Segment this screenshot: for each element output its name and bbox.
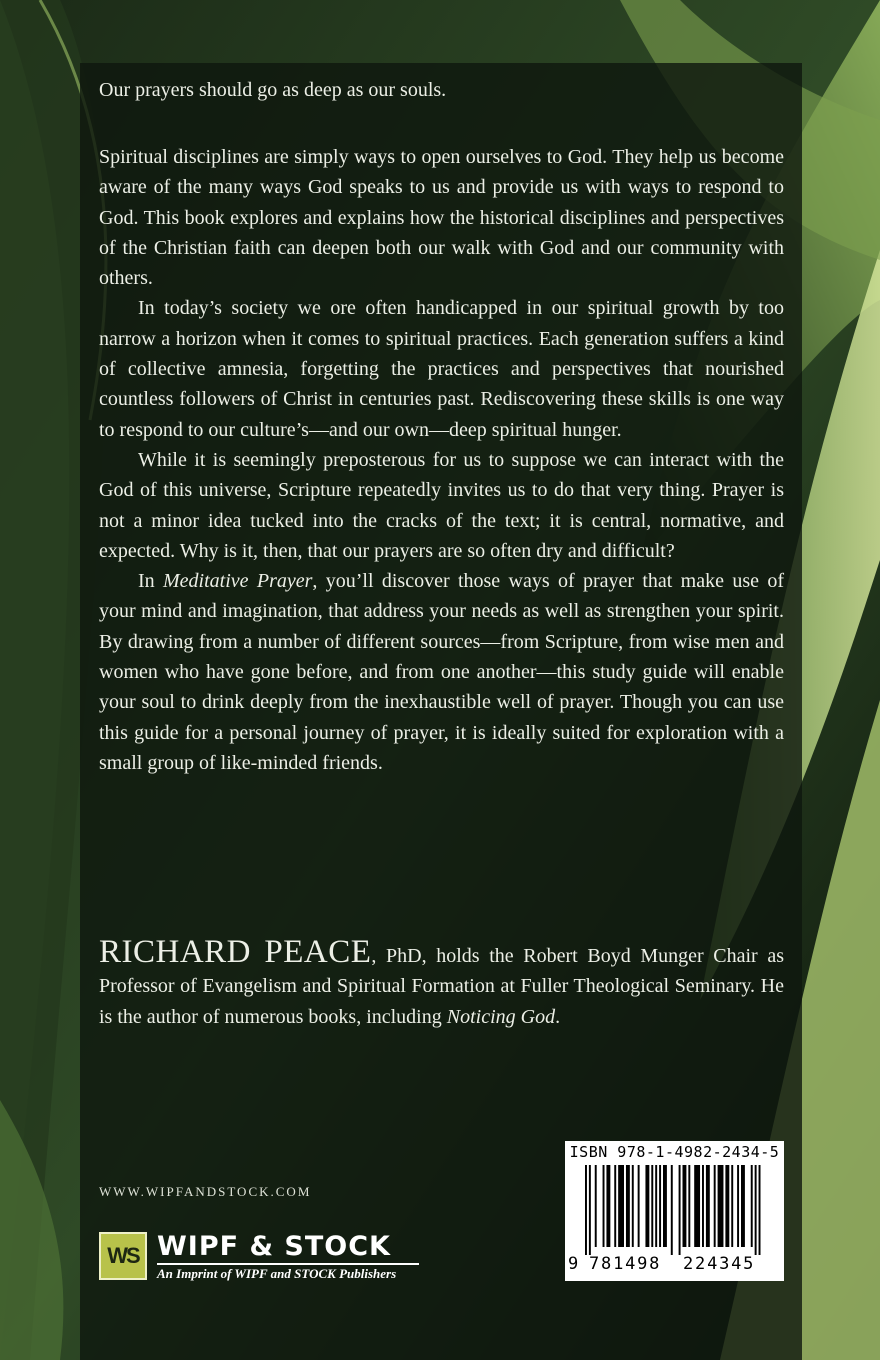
barcode-bar bbox=[638, 1165, 640, 1247]
isbn-barcode bbox=[565, 1141, 784, 1281]
barcode-bar bbox=[645, 1165, 649, 1247]
barcode-bar bbox=[671, 1165, 673, 1255]
barcode-bar bbox=[731, 1165, 733, 1247]
author-name: RICHARD PEACE bbox=[99, 934, 372, 970]
barcode-bar bbox=[694, 1165, 700, 1247]
publisher-name: WIPF & STOCK bbox=[157, 1231, 391, 1262]
isbn-label: ISBN 978-1-4982-2434-5 bbox=[569, 1143, 780, 1161]
barcode-bar bbox=[655, 1165, 657, 1247]
barcode-bar bbox=[603, 1165, 605, 1247]
barcode-bar bbox=[589, 1165, 591, 1255]
p4-lead: In bbox=[138, 570, 163, 593]
barcode-bar bbox=[632, 1165, 634, 1247]
barcode-bar bbox=[595, 1165, 597, 1247]
barcode-bar bbox=[759, 1165, 761, 1255]
p4-body: , you’ll discover those ways of prayer that make use of your mind and imagination, that address your needs as well as strengthen your spirit. By drawing from a number of different sources—from Scripture, from wise men and women who have gone before, and from one another—this study guide will enable your soul to drink deeply from the inexhaustible well of prayer. Though you can use this guide for a personal journey of prayer, it is ideally suited for exploration with a small group of like-minded friends. bbox=[99, 570, 784, 774]
publisher-website: WWW.WIPFANDSTOCK.COM bbox=[99, 1184, 312, 1199]
description-paragraph-2: In today’s society we ore often handicapped in our spiritual growth by too narrow a horizon when it comes to spiritual practices. Each generation suffers a kind of collective amnesia, forgetting the practices and perspectives that nourished countless followers of Christ in centuries past. Rediscovering these skills is one way to respond to our culture’s—and our own—deep spiritual hunger. bbox=[99, 297, 784, 441]
barcode-bar bbox=[614, 1165, 616, 1247]
barcode-bar bbox=[618, 1165, 624, 1247]
barcode-bar bbox=[663, 1165, 667, 1247]
description-paragraph-4 bbox=[99, 566, 784, 778]
tagline: Our prayers should go as deep as our souls. bbox=[99, 79, 447, 101]
barcode-bar bbox=[683, 1165, 687, 1247]
barcode-digits-left: 781498 bbox=[589, 1254, 662, 1274]
barcode-bar bbox=[718, 1165, 724, 1247]
publisher-logo bbox=[99, 1231, 429, 1283]
barcode-bar bbox=[725, 1165, 729, 1247]
publisher-rule bbox=[157, 1263, 419, 1265]
publisher-imprint: An Imprint of WIPF and STOCK Publishers bbox=[157, 1266, 397, 1281]
barcode-bar bbox=[606, 1165, 610, 1247]
barcode-bar bbox=[706, 1165, 710, 1247]
author-bio bbox=[99, 934, 785, 1032]
book-description bbox=[99, 142, 784, 778]
barcode-digit-first: 9 bbox=[568, 1254, 579, 1274]
barcode-bar bbox=[702, 1165, 704, 1247]
description-paragraph-3: While it is seemingly preposterous for us to suppose we can interact with the God of this universe, Scripture repeatedly invites us to do that very thing. Prayer is not a minor idea tucked into the cracks of the text; it is central, normative, and expected. Why is it, then, that our prayers are so often dry and difficult? bbox=[99, 448, 784, 562]
barcode-bar bbox=[659, 1165, 661, 1247]
barcode-bar bbox=[688, 1165, 690, 1247]
barcode-bar bbox=[626, 1165, 630, 1247]
barcode-bar bbox=[714, 1165, 716, 1247]
barcode-bar bbox=[651, 1165, 653, 1247]
barcode-bar bbox=[679, 1165, 681, 1255]
description-paragraph-1: Spiritual disciplines are simply ways to open ourselves to God. They help us become aware of the many ways God speaks to us and provide us with ways to respond to God. This book explores and explains how the historical disciplines and perspectives of the Christian faith can deepen both our walk with God and our community with others. bbox=[99, 146, 784, 290]
ws-logo-mark: WS bbox=[99, 1232, 147, 1280]
barcode-digits-right: 224345 bbox=[683, 1254, 756, 1274]
book-title: Meditative Prayer bbox=[163, 570, 313, 593]
author-bio-end: . bbox=[555, 1005, 561, 1028]
author-bio-text: , PhD, holds the Robert Boyd Munger Chair as Professor of Evangelism and Spiritual Formation at Fuller Theological Seminary. He is the author of numerous books, including bbox=[99, 945, 785, 1028]
barcode-bar bbox=[737, 1165, 739, 1247]
barcode-bar bbox=[755, 1165, 757, 1255]
barcode-bar bbox=[741, 1165, 745, 1247]
barcode-bar bbox=[751, 1165, 753, 1247]
barcode-bars bbox=[579, 1165, 772, 1255]
author-book-title: Noticing God bbox=[446, 1005, 556, 1028]
barcode-bar bbox=[585, 1165, 587, 1255]
